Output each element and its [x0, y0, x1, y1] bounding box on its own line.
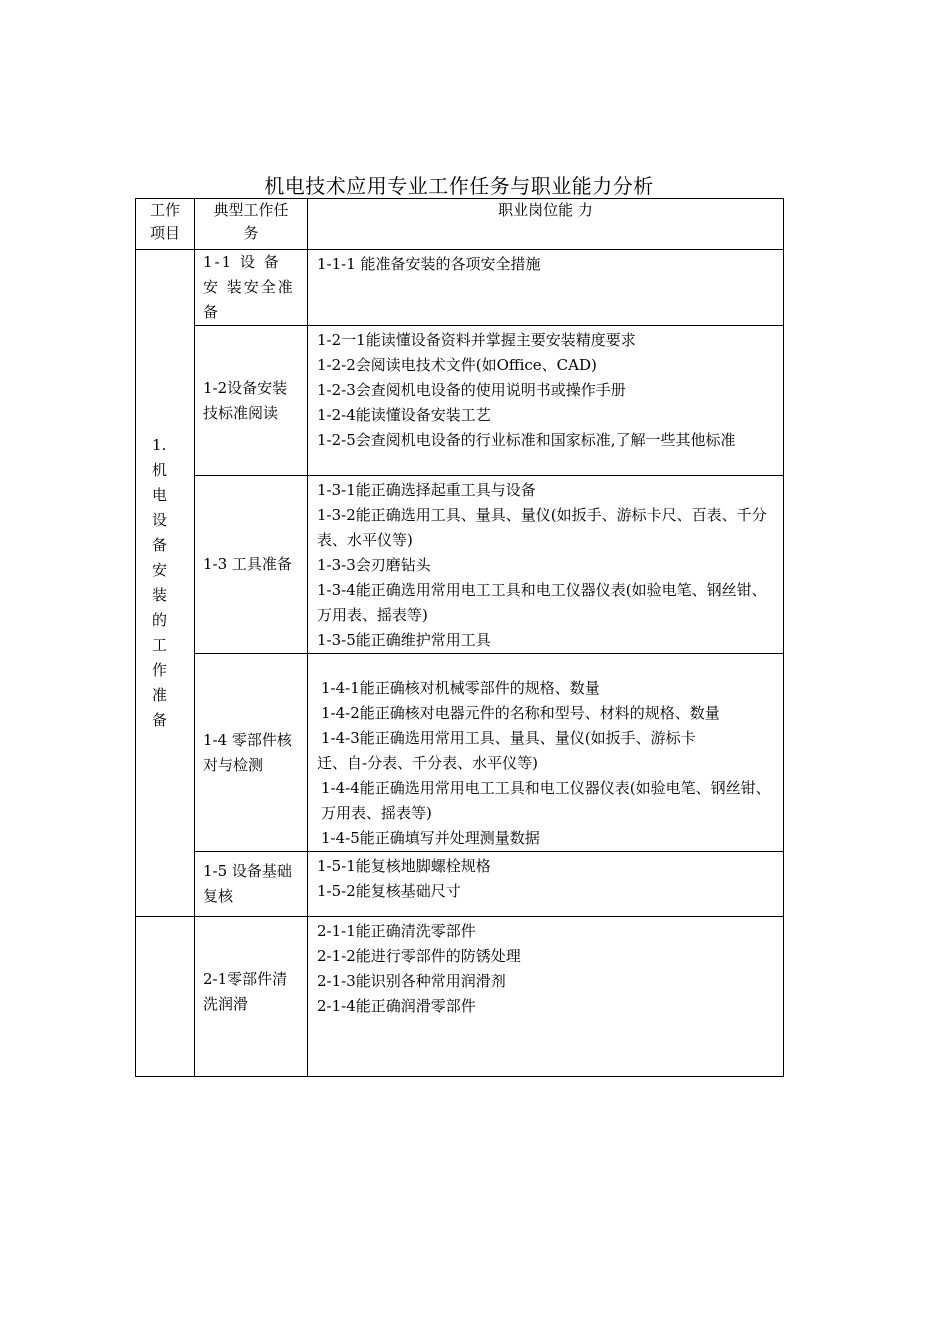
ability-item: 1-5-2能复核基础尺寸 — [317, 882, 461, 900]
task-cell: 1-1 设 备 安 装安全准备 — [195, 250, 308, 326]
ability-item: 1-5-1能复核地脚螺栓规格 — [317, 857, 491, 875]
table-row — [136, 250, 784, 326]
table-row — [136, 326, 784, 476]
ability-item: 1-2-2会阅读电技术文件(如Office、CAD) — [317, 356, 597, 374]
document-title: 机电技术应用专业工作任务与职业能力分析 — [264, 174, 654, 198]
ability-item: 1-2一1能读懂设备资料并掌握主要安装精度要求 — [317, 331, 636, 349]
table-row — [136, 917, 784, 1077]
task-cell: 1-2设备安装技标准阅读 — [195, 326, 308, 476]
header-ability: 职业岗位能 力 — [308, 199, 784, 250]
project-cell-2 — [136, 917, 195, 1077]
header-task: 典型工作任务 — [195, 199, 308, 250]
ability-item: 2-1-1能正确清洗零部件 — [317, 922, 476, 940]
ability-cell — [308, 476, 784, 654]
ability-cell — [308, 326, 784, 476]
ability-item: 2-1-4能正确润滑零部件 — [317, 997, 476, 1015]
project-cell-1 — [136, 250, 195, 917]
ability-cell — [308, 654, 784, 852]
ability-item: 1-4-4能正确选用常用电工工具和电工仪器仪表(如验电笔、钢丝钳、万用表、摇表等) — [321, 779, 771, 822]
task-name: 2-1零部件清洗润滑 — [203, 970, 288, 1013]
task-cell — [195, 917, 308, 1077]
table-row — [136, 852, 784, 917]
ability-item: 1-2-4能读懂设备安装工艺 — [317, 406, 491, 424]
table-row — [136, 654, 784, 852]
task-cell: 1-3 工具准备 — [195, 476, 308, 654]
ability-item: 1-3-2能正确选用工具、量具、量仪(如扳手、游标卡尺、百表、千分表、水平仪等) — [317, 506, 767, 549]
ability-item: 1-3-1能正确选择起重工具与设备 — [317, 481, 536, 499]
ability-cell — [308, 250, 784, 326]
ability-item: 1-3-3会刃磨钻头 — [317, 556, 431, 574]
ability-analysis-table — [135, 198, 784, 1077]
ability-item: 1-2-3会查阅机电设备的使用说明书或操作手册 — [317, 381, 626, 399]
ability-item: 1-4-2能正确核对电器元件的名称和型号、材料的规格、数量 — [321, 704, 720, 722]
ability-item: 迁、自-分表、千分表、水平仪等) — [317, 754, 538, 772]
ability-cell — [308, 852, 784, 917]
header-project: 工作项目 — [136, 199, 195, 250]
project-name: 1.机电设备安装的工作准备 — [152, 436, 168, 729]
ability-cell — [308, 917, 784, 1077]
ability-item: 1-3-4能正确选用常用电工工具和电工仪器仪表(如验电笔、钢丝钳、万用表、摇表等) — [317, 581, 767, 624]
table-header-row — [136, 199, 784, 250]
ability-item: 1-1-1 能准备安装的各项安全措施 — [317, 255, 541, 273]
ability-item: 1-3-5能正确维护常用工具 — [317, 631, 491, 649]
task-cell: 1-4 零部件核对与检测 — [195, 654, 308, 852]
table-row — [136, 476, 784, 654]
ability-item: 1-4-3能正确选用常用工具、量具、量仪(如扳手、游标卡 — [321, 729, 696, 747]
task-cell: 1-5 设备基础复核 — [195, 852, 308, 917]
ability-item: 1-2-5会查阅机电设备的行业标准和国家标准,了解一些其他标准 — [317, 431, 736, 449]
ability-item: 2-1-3能识别各种常用润滑剂 — [317, 972, 506, 990]
ability-item: 1-4-5能正确填写并处理测量数据 — [321, 829, 540, 847]
ability-item: 2-1-2能进行零部件的防锈处理 — [317, 947, 521, 965]
ability-item: 1-4-1能正确核对机械零部件的规格、数量 — [321, 679, 600, 697]
